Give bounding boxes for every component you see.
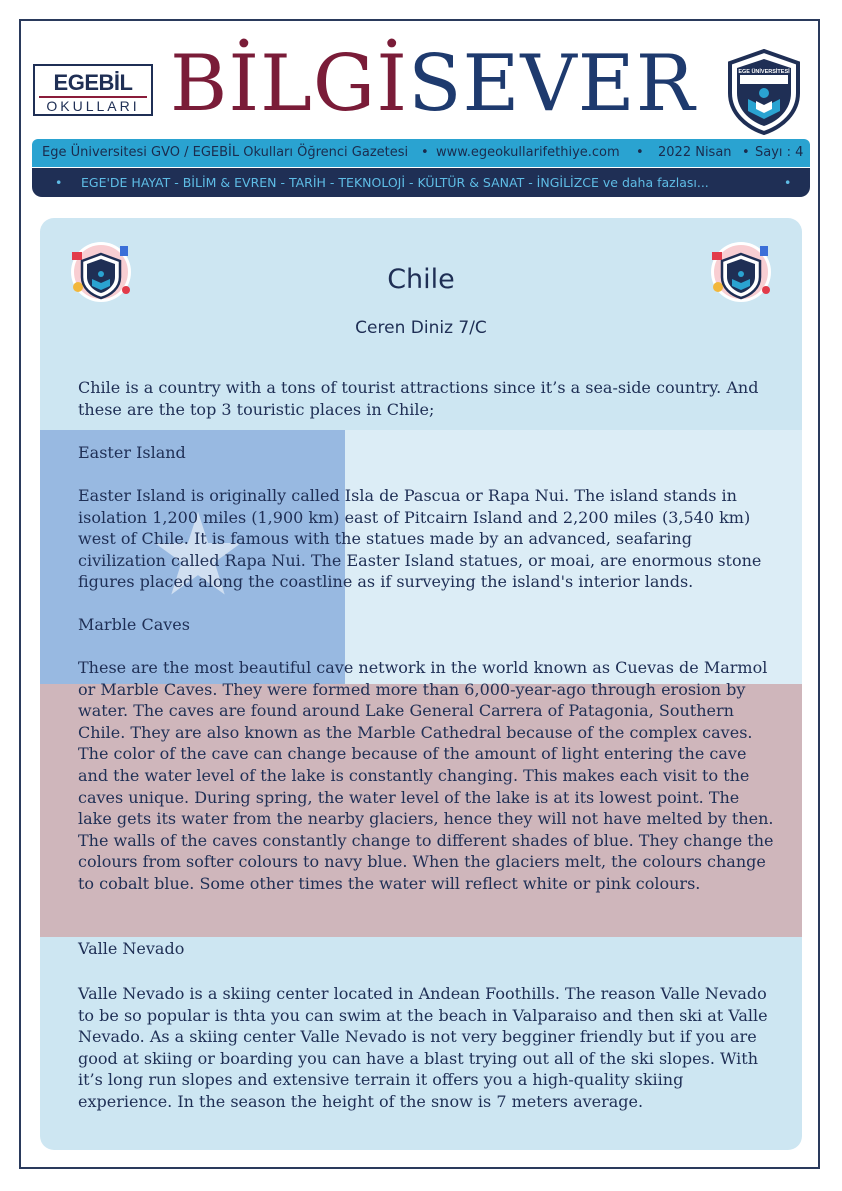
issue-number: Sayı : 4: [755, 145, 804, 160]
website-link[interactable]: www.egeokullarifethiye.com: [436, 145, 620, 160]
separator-dot: •: [55, 175, 63, 190]
masthead-title: [170, 34, 696, 134]
separator-dot: •: [742, 145, 750, 160]
topics-band: [32, 168, 810, 197]
topics-list: EGE'DE HAYAT - BİLİM & EVREN - TARİH - TEKNOLOJİ - KÜLTÜR & SANAT - İNGİLİZCE ve daha fazlası...: [81, 175, 709, 190]
article-author: Ceren Diniz 7/C: [355, 318, 487, 338]
crest-text: EGE ÜNİVERSİTESİ: [738, 69, 790, 75]
separator-dot: •: [784, 175, 792, 190]
section-body: Easter Island is originally called Isla de Pascua or Rapa Nui. The island stands in isolation 1,200 miles (1,900 km) east of Pitcairn Island and 2,200 miles (3,540 km) west of Chile. It is famous with the statues made by an advanced, seafaring civilization called Rapa Nui. The Easter Island statues, or moai, are enormous stone figures placed along the coastline as if surveying the island's interior lands.: [78, 486, 762, 592]
logo-brand: EGEBİL: [53, 70, 133, 95]
section-body: Valle Nevado is a skiing center located in Andean Foothills. The reason Valle Nevado to be so popular is thta you can swim at the beach in Valparaiso and then ski at Valle Nevado. As a skiing center Valle Nevado is not very begginer friendly but if you are good at skiing or boarding you can have a blast trying out all of the ski slopes. With it’s long run slopes and extensive terrain it offers you a high-quality skiing experience. In the season the height of the snow is 7 meters average.: [78, 984, 768, 1111]
separator-dot: •: [636, 145, 644, 160]
egebil-logo: [33, 64, 153, 116]
issue-date: 2022 Nisan: [658, 145, 732, 160]
info-band: [32, 139, 810, 167]
logo-sub: OKULLARI: [39, 96, 147, 114]
section-heading: Valle Nevado: [78, 939, 185, 958]
article-title: Chile: [387, 264, 455, 295]
school-crest-logo: [726, 49, 802, 135]
masthead-part2: SEVER: [408, 39, 696, 129]
article-intro: Chile is a country with a tons of tourist attractions since it’s a sea-side country. And these are the top 3 touristic places in Chile;: [78, 378, 759, 419]
masthead-part1: BİLGİ: [170, 39, 409, 129]
gazette-name: Ege Üniversitesi GVO / EGEBİL Okulları Öğrenci Gazetesi: [42, 145, 409, 160]
separator-dot: •: [421, 145, 429, 160]
section-heading: Marble Caves: [78, 615, 190, 634]
section-body: These are the most beautiful cave network in the world known as Cuevas de Marmol or Marble Caves. They were formed more than 6,000-year-ago through erosion by water. The caves are found around Lake General Carrera of Patagonia, Southern Chile. They are also known as the Marble Cathedral because of the complex caves. The color of the cave can change because of the amount of light entering the cave and the water level of the lake is constantly changing. This makes each visit to the caves unique. During spring, the water level of the lake is at its lowest point. The lake gets its water from the nearby glaciers, hence they will not have melted by then. The walls of the caves constantly change to different shades of blue. They change the colours from softer colours to navy blue. When the glaciers melt, the colours change to cobalt blue. Some other times the water will reflect white or pink colours.: [78, 658, 774, 893]
section-heading: Easter Island: [78, 443, 186, 462]
